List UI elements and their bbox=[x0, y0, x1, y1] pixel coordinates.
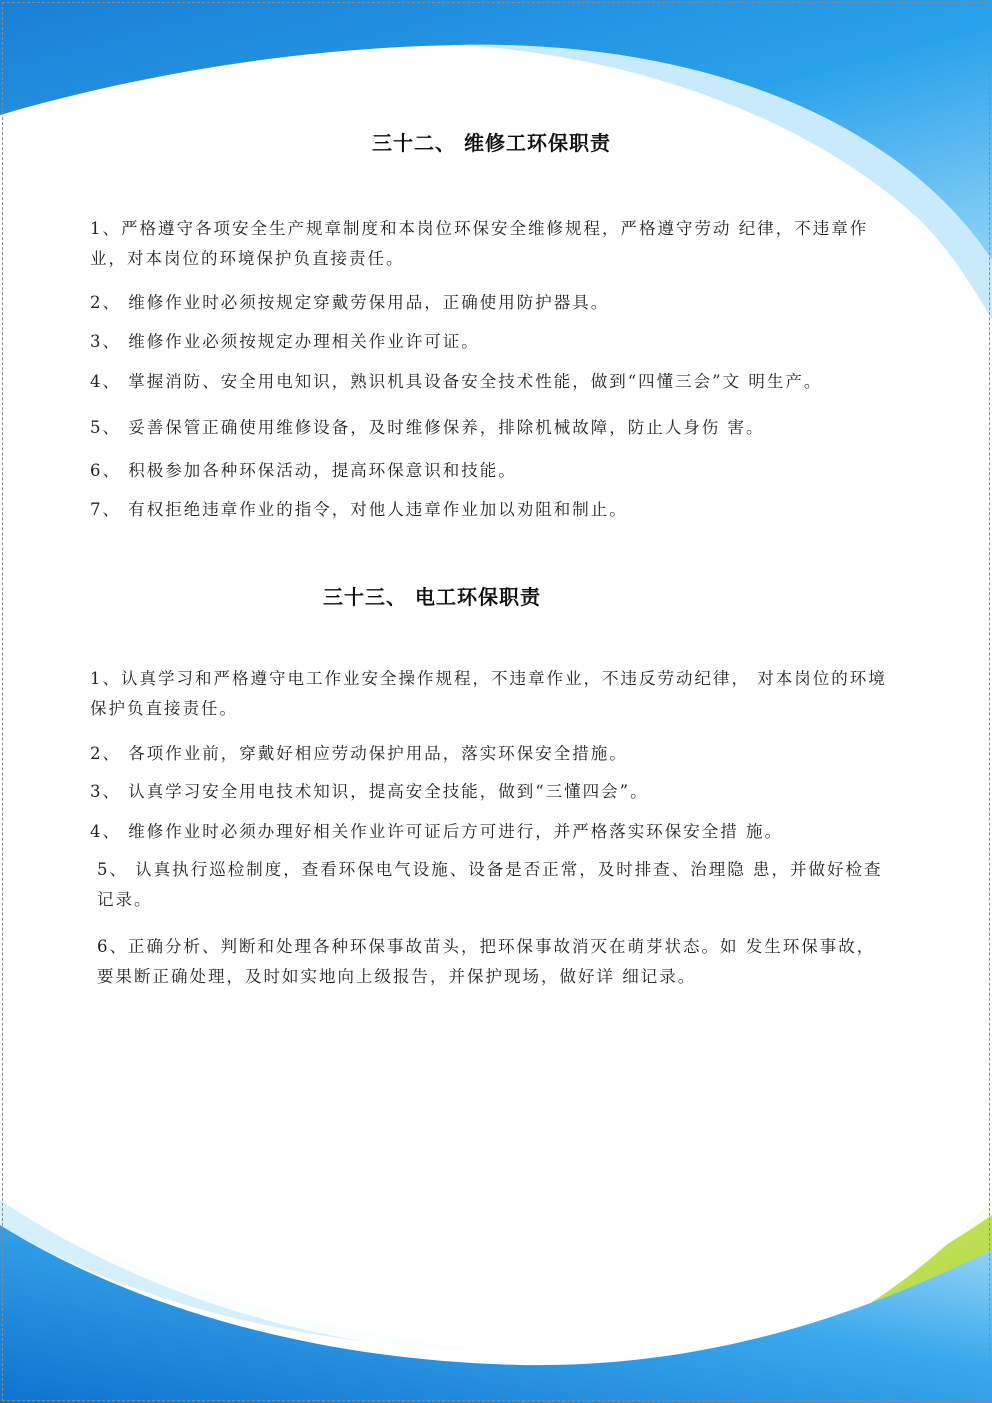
section-32-item-7: 7、 有权拒绝违章作业的指令，对他人违章作业加以劝阻和制止。 bbox=[90, 500, 628, 519]
section-33-item-2: 2、 各项作业前，穿戴好相应劳动保护用品，落实环保安全措施。 bbox=[90, 744, 628, 763]
section-32-item-3: 3、 维修作业必须按规定办理相关作业许可证。 bbox=[90, 332, 480, 351]
section-33-item-3: 3、 认真学习安全用电技术知识，提高安全技能，做到“三懂四会”。 bbox=[90, 782, 649, 801]
section-33-item-4: 4、 维修作业时必须办理好相关作业许可证后方可进行，并严格落实环保安全措 施。 bbox=[90, 822, 783, 841]
section-32-title: 三十二、 维修工环保职责 bbox=[372, 131, 611, 155]
section-33-item-5: 5、 认真执行巡检制度，查看环保电气设施、设备是否正常，及时排查、治理隐 患，并做好检查记录。 bbox=[97, 860, 883, 909]
section-32-item-1: 1、严格遵守各项安全生产规章制度和本岗位环保安全维修规程，严格遵守劳动 纪律，不违章作业，对本岗位的环境保护负直接责任。 bbox=[90, 219, 869, 268]
section-32-item-4: 4、 掌握消防、安全用电知识，熟识机具设备安全技术性能，做到“四懂三会”文 明生产。 bbox=[90, 372, 823, 391]
section-32-item-6: 6、 积极参加各种环保活动，提高环保意识和技能。 bbox=[90, 461, 517, 480]
section-33-item-1: 1、认真学习和严格遵守电工作业安全操作规程，不违章作业，不违反劳动纪律， 对本岗位的环境保护负直接责任。 bbox=[90, 669, 887, 718]
section-32-item-2: 2、 维修作业时必须按规定穿戴劳保用品，正确使用防护器具。 bbox=[90, 293, 610, 312]
section-33-title: 三十三、 电工环保职责 bbox=[323, 585, 541, 609]
section-33-item-6: 6、正确分析、判断和处理各种环保事故苗头，把环保事故消灭在萌芽状态。如 发生环保事故，要果断正确处理，及时如实地向上级报告，并保护现场，做好详 细记录。 bbox=[97, 937, 876, 986]
section-32-item-5: 5、 妥善保管正确使用维修设备，及时维修保养，排除机械故障，防止人身伤 害。 bbox=[90, 418, 765, 437]
